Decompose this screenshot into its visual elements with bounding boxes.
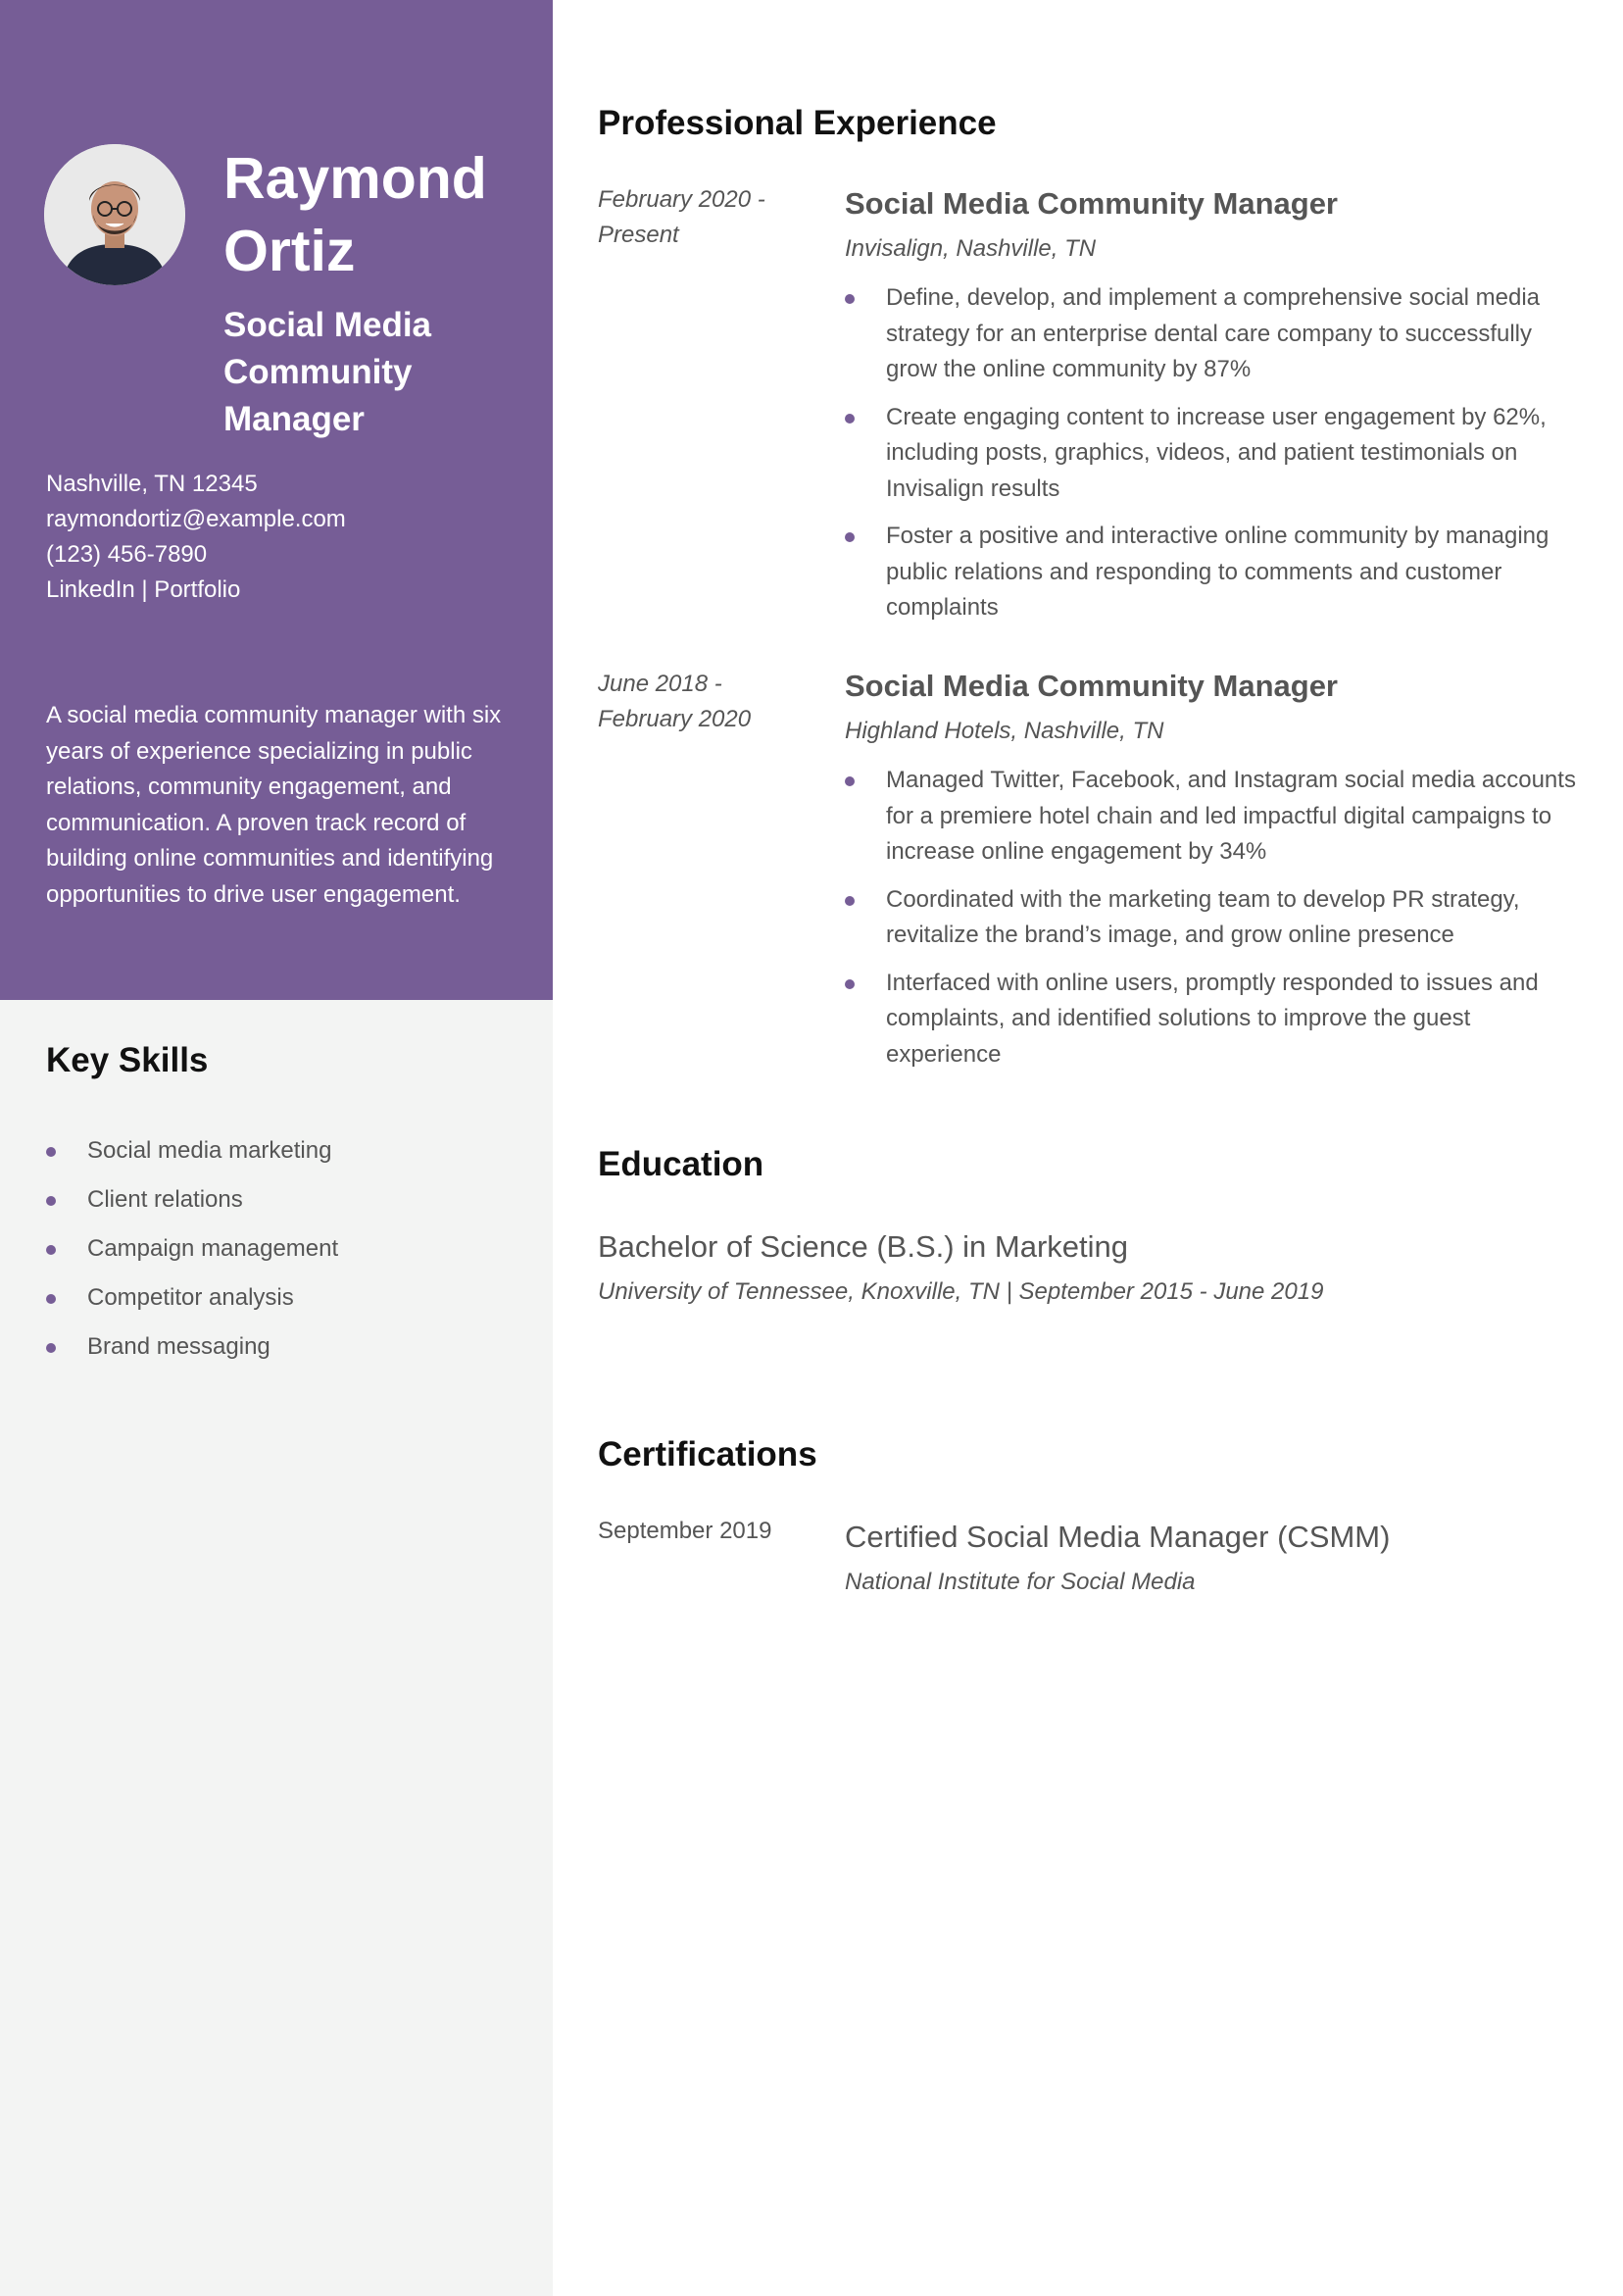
job-bullets bbox=[845, 763, 1580, 1073]
job-entry bbox=[845, 667, 1580, 1084]
name-first: Raymond bbox=[223, 146, 487, 211]
job-bullets bbox=[845, 280, 1580, 626]
role-line: Social Media bbox=[223, 306, 432, 344]
job-bullet bbox=[845, 882, 1580, 954]
skill-label: Social media marketing bbox=[87, 1137, 332, 1164]
job-title: Social Media Community Manager bbox=[845, 669, 1338, 703]
contact-email[interactable]: raymondortiz@example.com bbox=[46, 506, 346, 532]
name-last: Ortiz bbox=[223, 219, 356, 283]
contact-phone: (123) 456-7890 bbox=[46, 541, 208, 568]
certification-entry bbox=[845, 1518, 1580, 1600]
key-skills-heading: Key Skills bbox=[46, 1041, 209, 1079]
job-title: Social Media Community Manager bbox=[845, 186, 1338, 221]
job-bullet-text: Create engaging content to increase user engagement by 62%, including posts, graphics, videos, and patient testimonials on Invisalign results bbox=[886, 403, 1547, 502]
skill-item bbox=[46, 1273, 338, 1323]
bullet-icon bbox=[46, 1343, 56, 1353]
profile-panel bbox=[0, 0, 553, 1000]
job-bullet-text: Coordinated with the marketing team to develop PR strategy, revitalize the brand’s image, and grow online presence bbox=[886, 885, 1520, 948]
bullet-icon bbox=[46, 1196, 56, 1206]
candidate-name bbox=[223, 142, 537, 287]
role-line: Manager bbox=[223, 400, 365, 438]
bullet-icon bbox=[845, 414, 855, 424]
job-date bbox=[598, 182, 813, 253]
avatar bbox=[44, 144, 185, 285]
degree-details: University of Tennessee, Knoxville, TN | September 2015 - June 2019 bbox=[598, 1278, 1324, 1305]
certification-date: September 2019 bbox=[598, 1518, 772, 1544]
degree-title: Bachelor of Science (B.S.) in Marketing bbox=[598, 1229, 1129, 1264]
contact-links[interactable]: LinkedIn | Portfolio bbox=[46, 576, 241, 603]
job-bullet-text: Managed Twitter, Facebook, and Instagram social media accounts for a premiere hotel chain and led impactful digital campaigns to increase online engagement by 34% bbox=[886, 767, 1576, 865]
job-bullet bbox=[845, 966, 1580, 1073]
bullet-icon bbox=[845, 979, 855, 989]
certifications-heading: Certifications bbox=[598, 1435, 817, 1473]
bullet-icon bbox=[845, 532, 855, 542]
skill-label: Competitor analysis bbox=[87, 1284, 294, 1311]
job-bullet-text: Foster a positive and interactive online community by managing public relations and responding to comments and customer complaints bbox=[886, 523, 1549, 621]
job-company: Invisalign, Nashville, TN bbox=[845, 235, 1097, 262]
job-date-start: February 2020 - bbox=[598, 186, 765, 213]
sidebar bbox=[0, 0, 553, 2296]
job-bullet-text: Define, develop, and implement a comprehensive social media strategy for an enterprise dental care company to successfully grow the online community by 87% bbox=[886, 284, 1541, 382]
skill-item bbox=[46, 1175, 338, 1224]
skill-label: Campaign management bbox=[87, 1235, 339, 1262]
education-heading: Education bbox=[598, 1145, 764, 1183]
skill-item bbox=[46, 1323, 338, 1372]
experience-heading: Professional Experience bbox=[598, 104, 997, 142]
job-bullet bbox=[845, 400, 1580, 508]
profile-summary: A social media community manager with six years of experience specializing in public relations, community engagement, and communication. A proven track record of building online communities and identifying opportunities to drive user engagement. bbox=[46, 702, 502, 908]
skill-label: Client relations bbox=[87, 1186, 243, 1213]
job-date-end: February 2020 bbox=[598, 706, 752, 732]
job-bullet bbox=[845, 280, 1580, 388]
skill-item bbox=[46, 1224, 338, 1273]
role-line: Community bbox=[223, 353, 413, 391]
bullet-icon bbox=[845, 896, 855, 906]
bullet-icon bbox=[46, 1294, 56, 1304]
bullet-icon bbox=[46, 1147, 56, 1157]
certification-title: Certified Social Media Manager (CSMM) bbox=[845, 1520, 1391, 1554]
job-bullet bbox=[845, 763, 1580, 871]
certification-issuer: National Institute for Social Media bbox=[845, 1569, 1196, 1595]
contact-info bbox=[46, 467, 346, 608]
skills-list bbox=[46, 1126, 338, 1372]
skill-label: Brand messaging bbox=[87, 1333, 270, 1360]
job-bullet bbox=[845, 519, 1580, 626]
job-entry bbox=[845, 184, 1580, 638]
job-date-end: Present bbox=[598, 222, 679, 248]
bullet-icon bbox=[46, 1245, 56, 1255]
candidate-role bbox=[223, 302, 517, 443]
bullet-icon bbox=[845, 294, 855, 304]
bullet-icon bbox=[845, 776, 855, 786]
job-company: Highland Hotels, Nashville, TN bbox=[845, 718, 1164, 744]
skill-item bbox=[46, 1126, 338, 1175]
job-date-start: June 2018 - bbox=[598, 671, 722, 697]
job-bullet-text: Interfaced with online users, promptly responded to issues and complaints, and identified solutions to improve the guest experience bbox=[886, 969, 1539, 1068]
education-entry bbox=[598, 1227, 1578, 1310]
contact-location: Nashville, TN 12345 bbox=[46, 471, 258, 497]
job-date bbox=[598, 667, 813, 737]
